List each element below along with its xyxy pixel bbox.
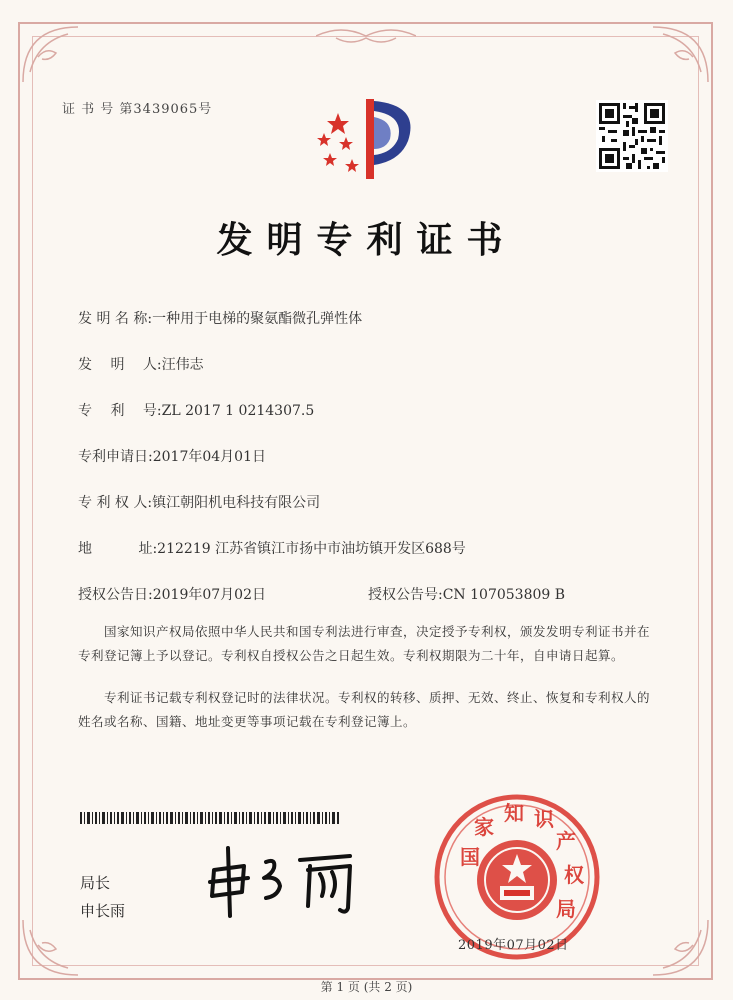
field-application-date: [78, 446, 266, 466]
svg-text:国: 国: [460, 845, 480, 869]
field-label: 专 利 权 人:: [78, 495, 153, 511]
field-address: [78, 538, 466, 558]
page-number: 第 1 页 (共 2 页): [320, 980, 413, 994]
seal-date: 2019年07月02日: [458, 938, 569, 953]
top-center-ornament: [316, 24, 416, 46]
barcode: [80, 812, 340, 824]
svg-text:局: 局: [556, 897, 576, 921]
field-value: 2019年07月02日: [152, 587, 266, 603]
legal-status-paragraph: 专利证书记载专利权登记时的法律状况。专利权的转移、质押、无效、终止、恢复和专利权人的姓名或名称、国籍、地址变更等事项记载在专利登记簿上。: [78, 690, 651, 729]
qr-code: [596, 100, 668, 172]
ornament-bottom-left: [18, 910, 88, 980]
field-value: 2017年04月01日: [152, 449, 266, 465]
svg-text:识: 识: [534, 807, 554, 831]
signatory-title: 局长: [80, 874, 111, 892]
certificate-number: 证 书 号 第3439065号: [62, 102, 213, 117]
field-label: 授权公告号:: [368, 587, 443, 603]
ornament-bottom-right: [643, 910, 713, 980]
certificate-title: 发明专利证书: [216, 219, 517, 261]
patent-office-logo: [308, 95, 426, 185]
field-patent-number: [78, 400, 314, 420]
field-value: 镇江朝阳机电科技有限公司: [152, 495, 321, 511]
svg-text:家: 家: [474, 815, 494, 839]
field-invention-name: [78, 308, 362, 328]
signatory-name: 申长雨: [80, 902, 126, 920]
field-label: 地 址:: [78, 541, 158, 557]
certification-paragraph: 国家知识产权局依照中华人民共和国专利法进行审查，决定授予专利权，颁发发明专利证书并在专利登记簿上予以登记。专利权自授权公告之日起生效。专利权期限为二十年，自申请日起算。: [78, 624, 651, 663]
field-value: 212219 江苏省镇江市扬中市油坊镇开发区688号: [157, 541, 466, 557]
field-grant-number: [368, 584, 565, 604]
ornament-top-right: [643, 22, 713, 92]
field-grant-date: [78, 584, 266, 604]
field-inventor: [78, 354, 204, 374]
svg-text:产: 产: [556, 829, 576, 853]
field-label: 授权公告日:: [78, 587, 153, 603]
field-label: 发 明 名 称:: [78, 311, 153, 327]
svg-text:知: 知: [504, 801, 524, 825]
field-value: 一种用于电梯的聚氨酯微孔弹性体: [152, 311, 363, 327]
field-value: CN 107053809 B: [442, 587, 566, 603]
field-value: ZL 2017 1 0214307.5: [161, 403, 315, 419]
field-label: 专利申请日:: [78, 449, 153, 465]
ornament-top-left: [18, 22, 88, 92]
handwritten-signature: [200, 840, 370, 920]
field-label: 发 明 人:: [78, 357, 162, 373]
field-value: 汪伟志: [161, 357, 204, 373]
field-label: 专 利 号:: [78, 403, 162, 419]
svg-text:权: 权: [564, 863, 584, 887]
field-patentee: [78, 492, 320, 512]
